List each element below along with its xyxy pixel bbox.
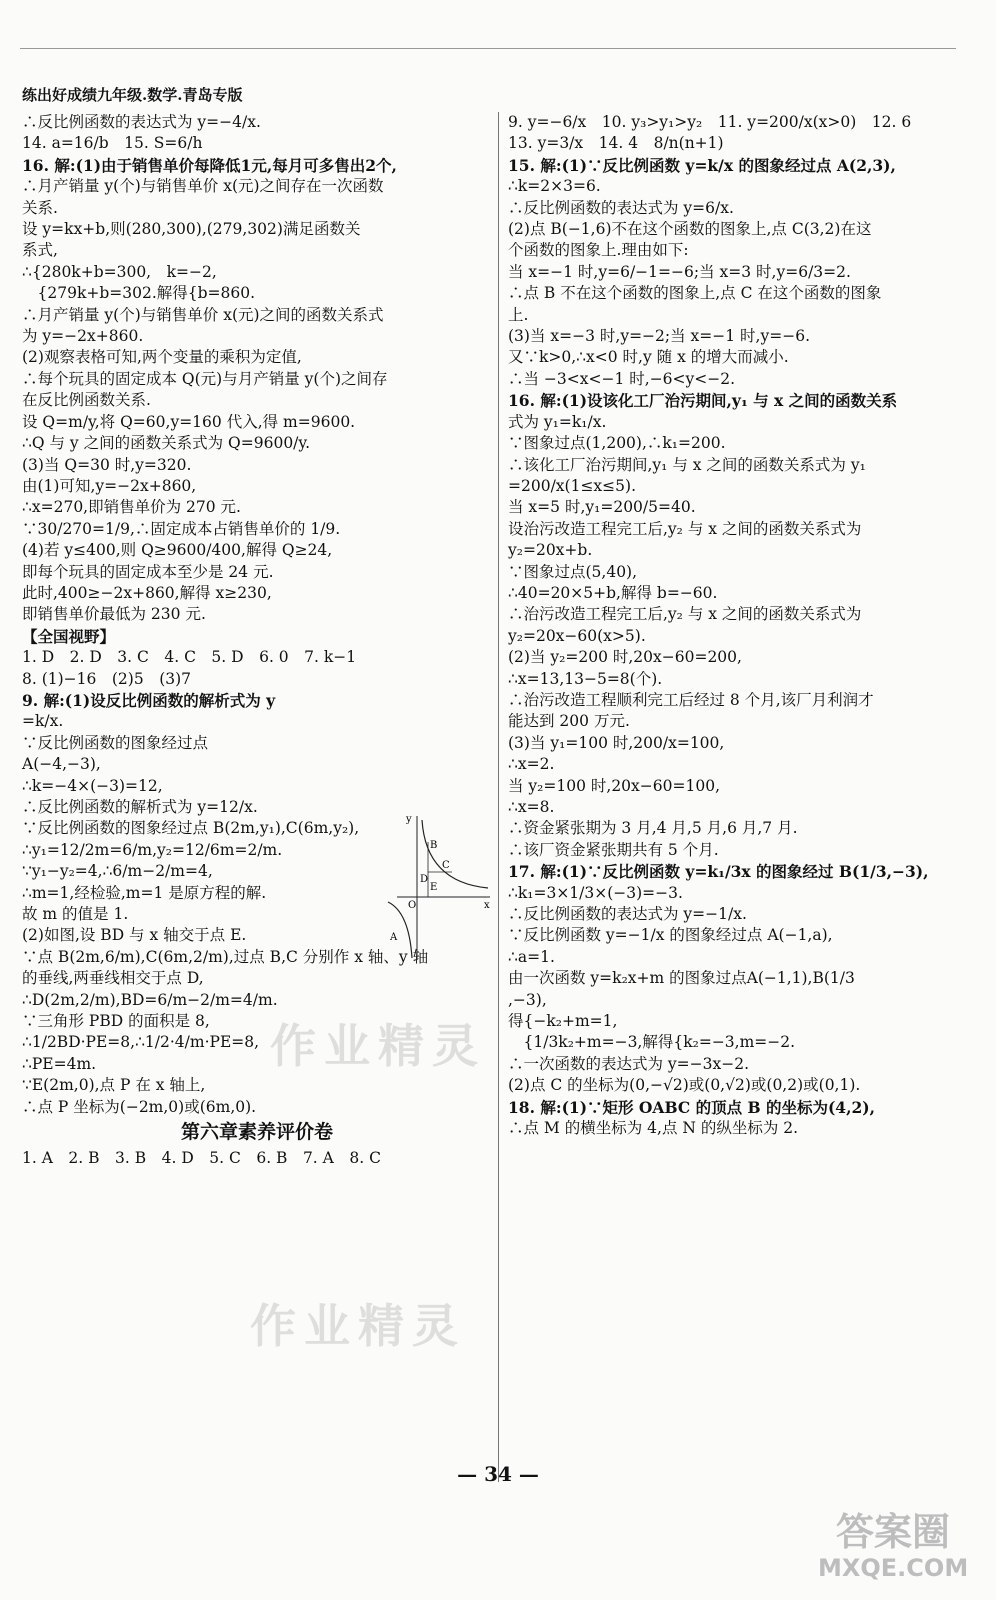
text-line: 故 m 的值是 1. — [22, 905, 129, 924]
section-heading: 第六章素养评价卷 — [180, 1121, 333, 1144]
text-line: (2)观察表格可知,两个变量的乘积为定值, — [22, 348, 302, 367]
text-line: (3)当 x=−3 时,y=−2;当 x=−1 时,y=−6. — [508, 327, 811, 346]
text-line: ∴m=1,经检验,m=1 是原方程的解. — [22, 883, 267, 902]
top-rule — [20, 48, 956, 49]
text-line: ∴每个玩具的固定成本 Q(元)与月产销量 y(个)之间存 — [22, 369, 388, 388]
text-line: 9. 解:(1)设反比例函数的解析式为 y — [22, 690, 276, 710]
text-line: 1. A 2. B 3. B 4. D 5. C 6. B 7. A 8. C — [22, 1148, 381, 1167]
text-line: (3)当 y₁=100 时,200/x=100, — [508, 733, 725, 752]
text-line: ∵三角形 PBD 的面积是 8, — [22, 1012, 210, 1031]
text-line: ∴该化工厂治污期间,y₁ 与 x 之间的函数关系式为 y₁ — [508, 455, 866, 474]
text-line: 由一次函数 y=k₂x+m 的图象过点A(−1,1),B(1/3 — [508, 969, 855, 988]
text-line: 又∵k>0,∴x<0 时,y 随 x 的增大而减小. — [508, 348, 789, 367]
text-line: 设 Q=m/y,将 Q=60,y=160 代入,得 m=9600. — [22, 412, 356, 431]
text-line: 设 y=kx+b,则(280,300),(279,302)满足函数关 — [22, 220, 361, 239]
text-line: 关系. — [22, 198, 58, 217]
text-line: 9. y=−6/x 10. y₃>y₁>y₂ 11. y=200/x(x>0) 12. 6 — [508, 113, 912, 131]
text-line: ∵反比例函数的图象经过点 — [22, 733, 209, 752]
text-line: ∵点 B(2m,6/m),C(6m,2/m),过点 B,C 分别作 x 轴、y 轴 — [22, 947, 429, 966]
text-line: 18. 解:(1)∵矩形 OABC 的顶点 B 的坐标为(4,2), — [508, 1097, 876, 1117]
text-line: (2)当 y₂=200 时,20x−60=200, — [508, 648, 742, 667]
text-line: {279k+b=302.解得{b=860. — [22, 284, 256, 303]
text-line: ∵反比例函数的图象经过点 B(2m,y₁),C(6m,y₂), — [22, 819, 360, 838]
text-line: 8. (1)−16 (2)5 (3)7 — [22, 669, 192, 688]
text-line: 16. 解:(1)由于销售单价每降低1元,每月可多售出2个, — [22, 155, 397, 175]
text-line: ∴治污改造工程完工后,y₂ 与 x 之间的函数关系式为 — [508, 605, 862, 624]
text-line: (2)如图,设 BD 与 x 轴交于点 E. — [22, 926, 247, 945]
logo-text: 答案圈 — [835, 1509, 950, 1554]
text-line: ∴该厂资金紧张期共有 5 个月. — [508, 840, 719, 859]
text-line: y₂=20x+b. — [508, 541, 593, 560]
text-line: =k/x. — [22, 712, 64, 731]
text-line: ∴x=13,13−5=8(个). — [508, 669, 663, 688]
column-divider — [498, 112, 499, 1482]
text-line: ,−3), — [508, 990, 547, 1009]
text-line: ∴x=8. — [508, 798, 555, 816]
text-line: 系式, — [22, 241, 58, 260]
text-line: 得{−k₂+m=1, — [508, 1012, 618, 1031]
text-line: ∴1/2BD·PE=8,∴1/2·4/m·PE=8, — [22, 1033, 260, 1052]
text-line: ∴{280k+b=300, k=−2, — [22, 262, 217, 281]
text-line: 16. 解:(1)设该化工厂治污期间,y₁ 与 x 之间的函数关系 — [508, 391, 898, 411]
logo-url: MXQE.COM — [818, 1554, 969, 1582]
text-line: 1. D 2. D 3. C 4. C 5. D 6. 0 7. k−1 — [22, 648, 357, 667]
curve-first-quadrant — [422, 820, 488, 888]
text-line: ∴PE=4m. — [22, 1054, 97, 1073]
text-line: ∴k=2×3=6. — [508, 177, 601, 196]
label-b: B — [430, 840, 438, 851]
text-line: 当 y₂=100 时,20x−60=100, — [508, 776, 720, 795]
text-line: 的垂线,两垂线相交于点 D, — [22, 969, 204, 988]
text-line: ∴月产销量 y(个)与销售单价 x(元)之间存在一次函数 — [22, 177, 384, 196]
text-line: ∴反比例函数的表达式为 y=6/x. — [508, 198, 734, 217]
text-line: 能达到 200 万元. — [508, 712, 630, 731]
text-line: ∴资金紧张期为 3 月,4 月,5 月,6 月,7 月. — [508, 819, 798, 838]
text-line: ∴x=270,即销售单价为 270 元. — [22, 498, 241, 517]
text-line: 式为 y₁=k₁/x. — [508, 412, 607, 431]
text-line: 15. 解:(1)∵反比例函数 y=k/x 的图象经过点 A(2,3), — [508, 155, 896, 175]
label-e: E — [430, 882, 438, 893]
text-line: ∴a=1. — [508, 947, 555, 966]
text-line: ∴点 P 坐标为(−2m,0)或(6m,0). — [22, 1097, 257, 1116]
text-line: y₂=20x−60(x>5). — [508, 626, 646, 645]
text-line: 个函数的图象上.理由如下: — [508, 241, 689, 260]
text-line: 为 y=−2x+860. — [22, 327, 144, 346]
text-line: A(−4,−3), — [22, 755, 101, 774]
text-line: 在反比例函数关系. — [22, 391, 151, 410]
text-line: (2)点 C 的坐标为(0,−√2)或(0,√2)或(0,2)或(0,1). — [508, 1076, 861, 1095]
page-number: — 34 — — [457, 1462, 539, 1486]
text-line: ∴Q 与 y 之间的函数关系式为 Q=9600/y. — [22, 434, 311, 453]
text-line: ∴k=−4×(−3)=12, — [22, 776, 163, 795]
label-o: O — [408, 900, 417, 911]
label-y: y — [406, 814, 412, 825]
text-line: {1/3k₂+m=−3,解得{k₂=−3,m=−2. — [508, 1033, 796, 1052]
text-line: 14. a=16/b 15. S=6/h — [22, 134, 203, 153]
text-line: 13. y=3/x 14. 4 8/n(n+1) — [508, 134, 724, 153]
text-line: ∴治污改造工程顺利完工后经过 8 个月,该厂月利润才 — [508, 690, 874, 709]
watermark: 作业精灵 — [270, 1019, 486, 1073]
watermark: 作业精灵 — [250, 1299, 466, 1353]
text-line: ∴点 M 的横坐标为 4,点 N 的纵坐标为 2. — [508, 1119, 799, 1138]
text-line: ∵y₁−y₂=4,∴6/m−2/m=4, — [22, 862, 213, 881]
text-line: (3)当 Q=30 时,y=320. — [22, 455, 192, 474]
text-line: 上. — [508, 305, 529, 324]
label-a: A — [390, 932, 398, 943]
label-c: C — [442, 860, 450, 871]
text-line: 【全国视野】 — [22, 626, 116, 646]
text-line: ∴反比例函数的解析式为 y=12/x. — [22, 798, 258, 816]
text-line: ∴k₁=3×1/3×(−3)=−3. — [508, 883, 683, 902]
text-line: ∴y₁=12/2m=6/m,y₂=12/6m=2/m. — [22, 840, 283, 859]
hyperbola-graph — [392, 812, 492, 962]
text-line: 当 x=−1 时,y=6/−1=−6;当 x=3 时,y=6/3=2. — [508, 262, 851, 281]
text-line: =200/x(1≤x≤5). — [508, 476, 636, 495]
label-d: D — [420, 874, 429, 885]
text-line: ∵30/270=1/9,∴固定成本占销售单价的 1/9. — [22, 519, 341, 538]
text-line: ∴反比例函数的表达式为 y=−4/x. — [22, 113, 261, 131]
page-header: 练出好成绩九年级.数学.青岛专版 — [22, 86, 243, 104]
text-line: 即销售单价最低为 230 元. — [22, 605, 206, 624]
text-line: ∴x=2. — [508, 755, 555, 774]
site-logo — [818, 1510, 968, 1590]
text-line: 设治污改造工程完工后,y₂ 与 x 之间的函数关系式为 — [508, 519, 862, 538]
text-line: ∴当 −3<x<−1 时,−6<y<−2. — [508, 369, 736, 388]
text-line: ∴点 B 不在这个函数的图象上,点 C 在这个函数的图象 — [508, 284, 882, 303]
text-line: ∵图象过点(1,200),∴k₁=200. — [508, 434, 726, 453]
text-line: (2)点 B(−1,6)不在这个函数的图象上,点 C(3,2)在这 — [508, 220, 872, 239]
text-line: ∴一次函数的表达式为 y=−3x−2. — [508, 1054, 750, 1073]
text-line: ∵反比例函数 y=−1/x 的图象经过点 A(−1,a), — [508, 926, 833, 945]
text-line: 17. 解:(1)∵反比例函数 y=k₁/3x 的图象经过 B(1/3,−3), — [508, 862, 929, 882]
text-line: ∴40=20×5+b,解得 b=−60. — [508, 583, 718, 602]
text-line: ∵图象过点(5,40), — [508, 562, 638, 581]
text-line: (4)若 y≤400,则 Q≥9600/400,解得 Q≥24, — [22, 541, 333, 560]
text-line: ∴反比例函数的表达式为 y=−1/x. — [508, 905, 747, 924]
text-line: 当 x=5 时,y₁=200/5=40. — [508, 498, 696, 517]
text-line: ∵E(2m,0),点 P 在 x 轴上, — [22, 1076, 206, 1095]
text-line: ∴D(2m,2/m),BD=6/m−2/m=4/m. — [22, 990, 278, 1009]
text-line: 此时,400≥−2x+860,解得 x≥230, — [22, 583, 272, 602]
right-column — [508, 112, 978, 1140]
text-line: ∴月产销量 y(个)与销售单价 x(元)之间的函数关系式 — [22, 305, 384, 324]
text-line: 即每个玩具的固定成本至少是 24 元. — [22, 562, 274, 581]
label-x: x — [484, 900, 490, 911]
text-line: 由(1)可知,y=−2x+860, — [22, 476, 197, 495]
